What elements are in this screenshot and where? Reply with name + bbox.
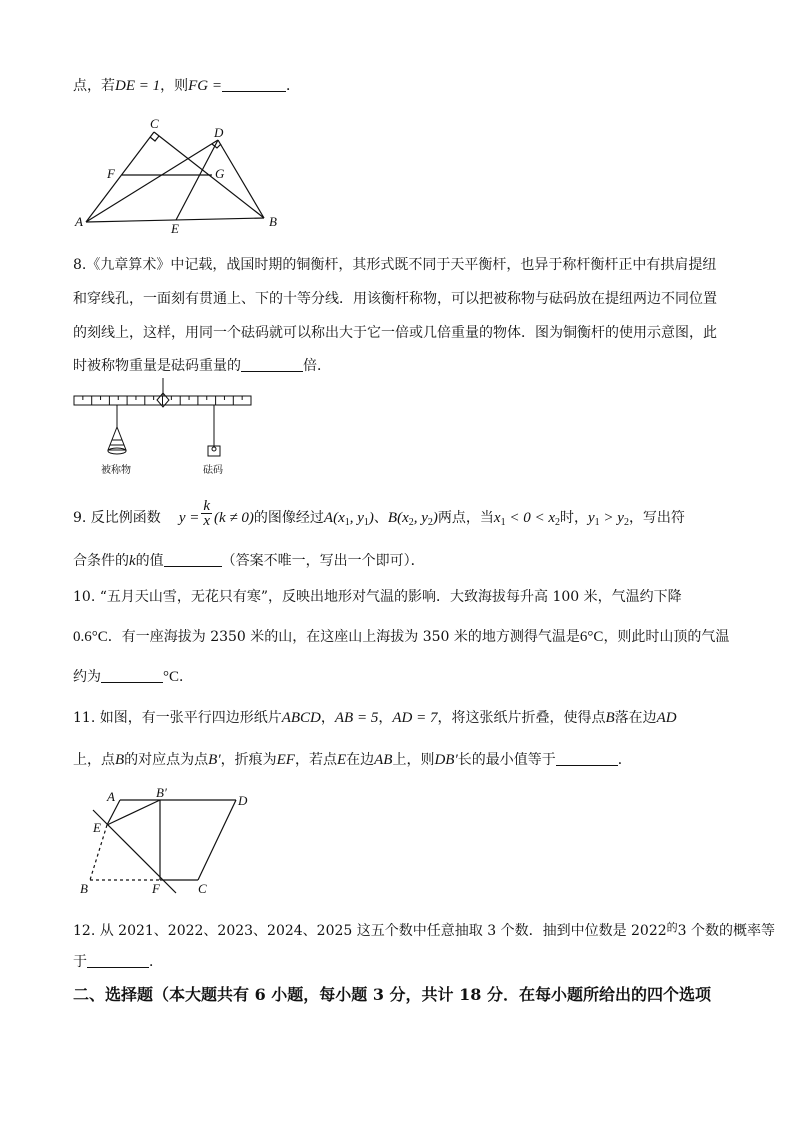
fig1-line-ED: [176, 140, 218, 220]
q9-line-1: 9. 反比例函数 y = $\frac{k}{x}$ (k ≠ 0)的图像经过$A(x_1$, $y_1$)、$B(x_2$, $y_2$)两点，当$x_1 < 0 < x_2$时，$y_1 > y_2$，写出符: [73, 497, 685, 529]
fig3-label-B: B: [80, 881, 88, 896]
fig1-line-AC: [86, 132, 154, 222]
fig1-line-DB: [218, 140, 264, 218]
q10-line-3: 约为 °C．: [73, 669, 194, 685]
fig1-label-B: B: [269, 214, 277, 229]
object-net-base: [108, 448, 126, 454]
q10-line-2: 0.6°C．有一座海拔为 2350 米的山，在这座山上海拔为 350 米的地方测得气温是6°C，则此时山顶的气温: [73, 629, 730, 645]
figure-parallelogram: [0, 780, 794, 900]
q8-line-1: 8.《九章算术》中记载，战国时期的铜衡杆，其形式既不同于天平衡杆，也异于称杆衡杆正中有拱肩提纽: [73, 257, 717, 273]
q10-answer-blank[interactable]: [101, 668, 163, 683]
fig3-label-D: D: [238, 793, 248, 808]
beam-tick-marks: [83, 396, 242, 405]
q8-line-3: 的刻线上，这样，用同一个砝码就可以称出大于它一倍或几倍重量的物体．图为铜衡杆的使用示意图，此: [73, 325, 717, 341]
fig3-label-E: E: [93, 820, 101, 835]
q9-line-2: 合条件的k的值 （答案不唯一，写出一个即可）．: [73, 553, 425, 569]
q8-line-4: 时被称物重量是砝码重量的 倍．: [73, 358, 331, 374]
fig1-label-F: F: [107, 166, 115, 181]
fig3-label-C: C: [198, 881, 207, 896]
q11-line-2: 上，点B的对应点为点B′，折痕为EF，若点E在边AB上，则DB′长的最小值等于 ．: [73, 752, 632, 768]
fig3-side-DC: [198, 800, 236, 880]
q12-line-1: 12. 从 2021、2022、2023、2024、2025 这五个数中任意抽取 3 个数．抽到中位数是 $2022^的3$ 个数的概率等: [73, 921, 776, 939]
fig3-label-F: F: [152, 881, 160, 896]
figure-triangles: [0, 0, 794, 240]
q8-line-2: 和穿线孔，一面刻有贯通上、下的十等分线．用该衡杆称物，可以把被称物与砝码放在提纽两边不同位置: [73, 291, 717, 307]
fig1-label-D: D: [214, 125, 224, 140]
fig1-label-G: G: [215, 166, 225, 181]
fig1-label-C: C: [150, 116, 159, 131]
fig1-right-angle-C: [150, 136, 159, 141]
fig1-right-angle-D: [212, 144, 221, 148]
object-net: [108, 427, 126, 450]
figure-balance-beam: [0, 370, 794, 480]
label-weight: 砝码: [203, 465, 223, 476]
fig1-label-A: A: [75, 214, 83, 229]
q10-line-1: 10. “五月天山雪，无花只有寒”，反映出地形对气温的影响．大致海拔每升高 100 米，气温约下降: [73, 589, 682, 605]
fig1-label-E: E: [171, 221, 179, 236]
q7-tail: 点，若DE = 1，则FG = ．: [73, 78, 300, 94]
section-2-heading: 二、选择题（本大题共有 6 小题，每小题 3 分，共计 18 分．在每小题所给出的四个选项: [73, 985, 711, 1004]
q12-answer-blank[interactable]: [87, 953, 149, 968]
q12-line-2: 于 ．: [73, 954, 163, 970]
fig3-label-A: A: [107, 789, 115, 804]
label-object: 被称物: [101, 465, 131, 476]
q9-fraction: $\frac{k}{x}$: [203, 497, 211, 529]
fig3-label-Bp: B′: [156, 785, 167, 800]
fig1-line-AD: [86, 140, 218, 222]
q9-answer-blank[interactable]: [164, 552, 222, 567]
q11-answer-blank[interactable]: [556, 751, 618, 766]
q11-line-1: 11. 如图，有一张平行四边形纸片ABCD，AB = 5，AD = 7，将这张纸片折叠，使得点B落在边AD: [73, 710, 677, 726]
